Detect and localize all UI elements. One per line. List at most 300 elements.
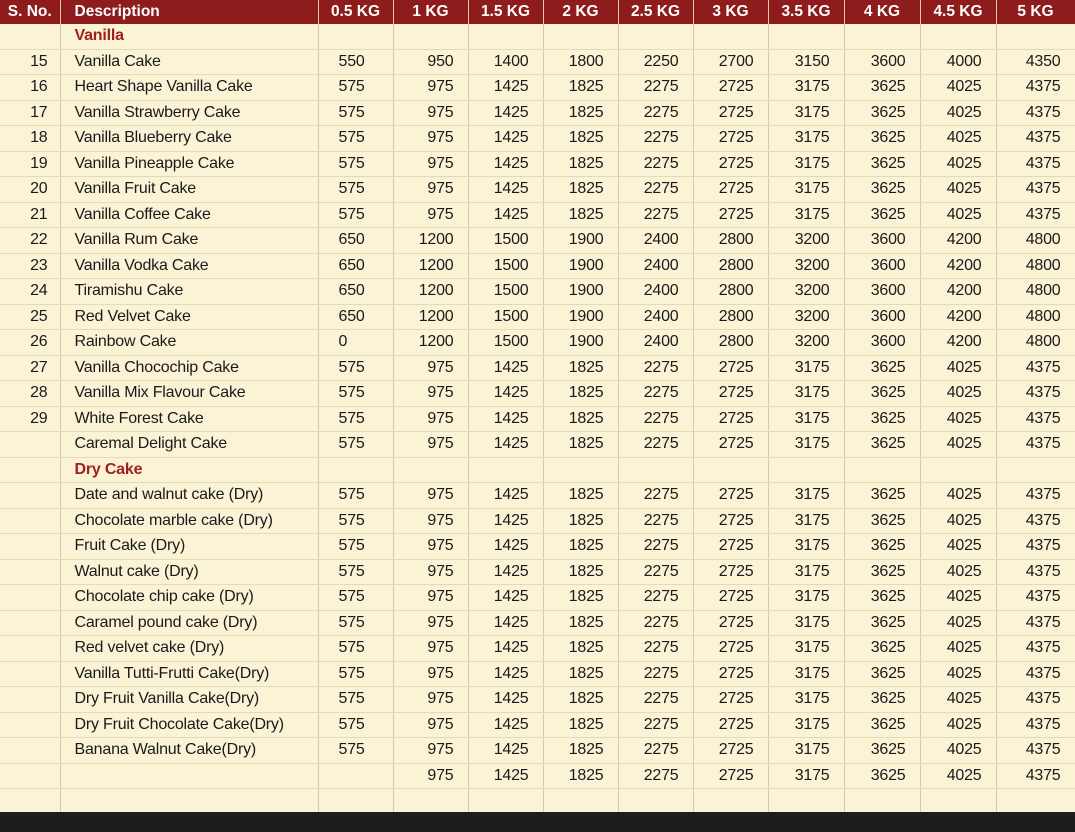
cake-name-cell: Date and walnut cake (Dry) <box>60 483 318 509</box>
price-cell: 975 <box>393 661 468 687</box>
price-cell: 575 <box>318 100 393 126</box>
cake-name-cell: Rainbow Cake <box>60 330 318 356</box>
header-weight: 2 KG <box>543 0 618 24</box>
price-cell: 3175 <box>768 559 844 585</box>
sno-cell <box>0 585 60 611</box>
price-cell: 575 <box>318 432 393 458</box>
header-sno: S. No. <box>0 0 60 24</box>
table-row <box>0 381 1075 407</box>
price-cell: 2800 <box>693 279 768 305</box>
price-cell: 1900 <box>543 228 618 254</box>
price-cell: 1425 <box>468 381 543 407</box>
header-weight: 5 KG <box>996 0 1075 24</box>
price-cell: 2725 <box>693 610 768 636</box>
table-row <box>0 661 1075 687</box>
price-cell: 3175 <box>768 126 844 152</box>
price-cell: 4200 <box>920 330 996 356</box>
price-cell: 4375 <box>996 687 1075 713</box>
price-cell: 975 <box>393 202 468 228</box>
price-cell: 3625 <box>844 75 920 101</box>
cake-name-cell: Chocolate chip cake (Dry) <box>60 585 318 611</box>
sno-cell <box>0 559 60 585</box>
price-cell <box>618 24 693 49</box>
cake-name-cell: Vanilla Cake <box>60 49 318 75</box>
price-cell: 975 <box>393 177 468 203</box>
price-cell: 1825 <box>543 763 618 789</box>
price-cell: 2275 <box>618 636 693 662</box>
price-cell: 2400 <box>618 330 693 356</box>
price-cell: 2275 <box>618 661 693 687</box>
table-row <box>0 432 1075 458</box>
header-weight: 2.5 KG <box>618 0 693 24</box>
table-row <box>0 712 1075 738</box>
price-cell: 575 <box>318 534 393 560</box>
price-cell <box>318 457 393 483</box>
price-cell: 2400 <box>618 253 693 279</box>
price-cell: 2275 <box>618 508 693 534</box>
table-row <box>0 355 1075 381</box>
price-cell: 4375 <box>996 738 1075 764</box>
sno-cell: 15 <box>0 49 60 75</box>
price-cell: 4375 <box>996 100 1075 126</box>
price-cell: 2725 <box>693 100 768 126</box>
price-cell: 3600 <box>844 330 920 356</box>
sno-cell: 27 <box>0 355 60 381</box>
price-cell: 1825 <box>543 508 618 534</box>
sno-cell: 19 <box>0 151 60 177</box>
price-cell: 2275 <box>618 610 693 636</box>
price-cell: 2275 <box>618 585 693 611</box>
price-cell: 1425 <box>468 712 543 738</box>
price-cell: 1825 <box>543 610 618 636</box>
price-cell <box>996 457 1075 483</box>
price-cell: 2725 <box>693 75 768 101</box>
price-cell: 975 <box>393 534 468 560</box>
price-cell: 975 <box>393 610 468 636</box>
price-cell: 4375 <box>996 75 1075 101</box>
price-cell: 4025 <box>920 483 996 509</box>
price-cell: 4375 <box>996 483 1075 509</box>
price-cell: 2275 <box>618 355 693 381</box>
price-cell: 4375 <box>996 585 1075 611</box>
price-cell: 4025 <box>920 636 996 662</box>
price-cell: 3625 <box>844 585 920 611</box>
price-cell <box>318 789 393 813</box>
price-cell: 575 <box>318 610 393 636</box>
price-cell: 4025 <box>920 585 996 611</box>
price-cell: 3175 <box>768 151 844 177</box>
price-cell: 2725 <box>693 381 768 407</box>
price-cell <box>618 789 693 813</box>
sno-cell: 21 <box>0 202 60 228</box>
price-cell: 3600 <box>844 49 920 75</box>
price-cell <box>693 457 768 483</box>
table-row <box>0 738 1075 764</box>
price-cell: 3175 <box>768 738 844 764</box>
price-cell: 2725 <box>693 151 768 177</box>
sno-cell: 22 <box>0 228 60 254</box>
price-cell: 575 <box>318 75 393 101</box>
cake-name-cell: Heart Shape Vanilla Cake <box>60 75 318 101</box>
price-cell: 2800 <box>693 304 768 330</box>
price-cell: 1425 <box>468 432 543 458</box>
cake-name-cell: Vanilla Strawberry Cake <box>60 100 318 126</box>
price-cell: 975 <box>393 406 468 432</box>
price-cell <box>468 457 543 483</box>
price-cell: 4025 <box>920 508 996 534</box>
price-cell <box>393 789 468 813</box>
price-cell: 3175 <box>768 100 844 126</box>
price-cell: 575 <box>318 202 393 228</box>
price-cell: 4025 <box>920 661 996 687</box>
price-cell: 3175 <box>768 432 844 458</box>
table-body <box>0 24 1075 812</box>
price-cell: 3625 <box>844 712 920 738</box>
price-cell: 4375 <box>996 126 1075 152</box>
price-cell: 3175 <box>768 483 844 509</box>
price-cell: 1425 <box>468 151 543 177</box>
cake-name-cell: Vanilla Rum Cake <box>60 228 318 254</box>
sno-cell <box>0 636 60 662</box>
price-cell: 1825 <box>543 406 618 432</box>
price-cell: 3625 <box>844 177 920 203</box>
section-row <box>0 457 1075 483</box>
cake-name-cell <box>60 763 318 789</box>
table-row <box>0 559 1075 585</box>
price-cell: 575 <box>318 177 393 203</box>
price-cell: 3175 <box>768 636 844 662</box>
sno-cell: 17 <box>0 100 60 126</box>
price-cell <box>693 789 768 813</box>
price-cell: 4375 <box>996 559 1075 585</box>
price-cell <box>393 457 468 483</box>
cake-name-cell: Vanilla Pineapple Cake <box>60 151 318 177</box>
price-cell: 4800 <box>996 253 1075 279</box>
price-cell: 2725 <box>693 661 768 687</box>
price-cell: 1825 <box>543 483 618 509</box>
table-row <box>0 49 1075 75</box>
price-cell: 575 <box>318 355 393 381</box>
price-cell: 2725 <box>693 126 768 152</box>
sno-cell: 26 <box>0 330 60 356</box>
price-cell: 2275 <box>618 763 693 789</box>
price-cell: 1825 <box>543 355 618 381</box>
price-cell: 1425 <box>468 636 543 662</box>
price-cell: 1425 <box>468 738 543 764</box>
cake-name-cell: Red velvet cake (Dry) <box>60 636 318 662</box>
price-cell: 2275 <box>618 126 693 152</box>
price-cell: 4200 <box>920 253 996 279</box>
price-cell: 3600 <box>844 304 920 330</box>
price-cell: 4025 <box>920 763 996 789</box>
price-cell: 1825 <box>543 738 618 764</box>
price-cell: 4375 <box>996 406 1075 432</box>
price-cell: 1500 <box>468 330 543 356</box>
price-cell: 4375 <box>996 712 1075 738</box>
price-cell: 1825 <box>543 585 618 611</box>
price-cell <box>768 457 844 483</box>
price-cell: 3600 <box>844 253 920 279</box>
price-cell: 1900 <box>543 330 618 356</box>
price-cell: 1500 <box>468 253 543 279</box>
price-cell: 4375 <box>996 202 1075 228</box>
price-cell: 1825 <box>543 126 618 152</box>
price-cell <box>543 789 618 813</box>
sno-cell <box>0 534 60 560</box>
price-cell: 3625 <box>844 355 920 381</box>
price-cell: 4025 <box>920 126 996 152</box>
cake-name-cell: Red Velvet Cake <box>60 304 318 330</box>
price-cell: 4375 <box>996 177 1075 203</box>
price-cell: 975 <box>393 712 468 738</box>
price-cell <box>318 763 393 789</box>
price-cell: 4025 <box>920 610 996 636</box>
price-cell <box>468 24 543 49</box>
price-cell: 3175 <box>768 381 844 407</box>
price-cell <box>768 24 844 49</box>
price-cell <box>844 789 920 813</box>
price-cell: 2275 <box>618 177 693 203</box>
table-row <box>0 585 1075 611</box>
price-cell: 4025 <box>920 75 996 101</box>
price-cell: 1425 <box>468 559 543 585</box>
price-cell: 575 <box>318 126 393 152</box>
price-cell: 975 <box>393 559 468 585</box>
cake-name-cell: Caramel pound cake (Dry) <box>60 610 318 636</box>
price-cell: 975 <box>393 126 468 152</box>
price-cell: 1825 <box>543 534 618 560</box>
table-row <box>0 304 1075 330</box>
price-cell: 1825 <box>543 100 618 126</box>
price-cell: 1500 <box>468 228 543 254</box>
header-weight: 1 KG <box>393 0 468 24</box>
price-cell: 1425 <box>468 100 543 126</box>
price-cell: 3625 <box>844 100 920 126</box>
table-row <box>0 228 1075 254</box>
price-cell: 2725 <box>693 559 768 585</box>
table-row <box>0 126 1075 152</box>
header-row <box>0 0 1075 24</box>
price-cell: 4375 <box>996 610 1075 636</box>
price-cell: 650 <box>318 228 393 254</box>
price-cell: 2800 <box>693 253 768 279</box>
price-cell: 3200 <box>768 279 844 305</box>
price-cell: 975 <box>393 585 468 611</box>
price-cell: 3625 <box>844 151 920 177</box>
price-cell: 1825 <box>543 636 618 662</box>
price-cell: 3625 <box>844 126 920 152</box>
price-cell: 1500 <box>468 304 543 330</box>
price-cell: 975 <box>393 151 468 177</box>
price-cell: 3175 <box>768 661 844 687</box>
sno-cell <box>0 687 60 713</box>
table-row <box>0 279 1075 305</box>
price-cell: 2275 <box>618 75 693 101</box>
price-cell: 1425 <box>468 687 543 713</box>
price-cell <box>618 457 693 483</box>
price-cell: 1200 <box>393 304 468 330</box>
price-cell: 4025 <box>920 355 996 381</box>
price-cell: 2700 <box>693 49 768 75</box>
price-cell <box>920 789 996 813</box>
price-cell: 1400 <box>468 49 543 75</box>
price-cell: 2400 <box>618 304 693 330</box>
section-title: Vanilla <box>60 24 318 49</box>
price-cell: 2400 <box>618 228 693 254</box>
price-cell: 4375 <box>996 355 1075 381</box>
price-cell: 4025 <box>920 381 996 407</box>
price-cell: 4800 <box>996 228 1075 254</box>
cake-name-cell: Tiramishu Cake <box>60 279 318 305</box>
price-cell: 3625 <box>844 687 920 713</box>
price-cell: 3625 <box>844 610 920 636</box>
price-cell: 1825 <box>543 177 618 203</box>
price-cell: 4375 <box>996 432 1075 458</box>
price-cell: 3625 <box>844 661 920 687</box>
price-cell: 2725 <box>693 355 768 381</box>
price-cell: 3625 <box>844 202 920 228</box>
cake-name-cell: Caremal Delight Cake <box>60 432 318 458</box>
header-weight: 1.5 KG <box>468 0 543 24</box>
price-cell: 2725 <box>693 534 768 560</box>
table-row <box>0 330 1075 356</box>
price-cell: 1825 <box>543 202 618 228</box>
cake-name-cell: Dry Fruit Vanilla Cake(Dry) <box>60 687 318 713</box>
price-cell: 975 <box>393 738 468 764</box>
price-cell: 3175 <box>768 763 844 789</box>
price-cell: 2275 <box>618 151 693 177</box>
cake-name-cell: Banana Walnut Cake(Dry) <box>60 738 318 764</box>
price-cell: 2725 <box>693 202 768 228</box>
price-cell <box>844 457 920 483</box>
table-row <box>0 406 1075 432</box>
table-row <box>0 253 1075 279</box>
table-row <box>0 610 1075 636</box>
sno-cell: 20 <box>0 177 60 203</box>
price-cell: 1825 <box>543 151 618 177</box>
price-cell: 1425 <box>468 75 543 101</box>
header-description: Description <box>60 0 318 24</box>
price-cell: 2725 <box>693 738 768 764</box>
price-cell: 4375 <box>996 661 1075 687</box>
price-cell: 3150 <box>768 49 844 75</box>
sno-cell: 28 <box>0 381 60 407</box>
table-row <box>0 202 1075 228</box>
price-cell: 575 <box>318 712 393 738</box>
cake-name-cell: Vanilla Blueberry Cake <box>60 126 318 152</box>
price-cell: 575 <box>318 559 393 585</box>
price-cell: 4000 <box>920 49 996 75</box>
price-cell: 1200 <box>393 279 468 305</box>
price-cell: 3175 <box>768 687 844 713</box>
price-cell: 1825 <box>543 381 618 407</box>
price-cell: 4025 <box>920 151 996 177</box>
price-cell: 2800 <box>693 228 768 254</box>
sno-cell: 16 <box>0 75 60 101</box>
table-row <box>0 151 1075 177</box>
section-row <box>0 24 1075 49</box>
price-cell: 1900 <box>543 279 618 305</box>
price-cell: 2725 <box>693 712 768 738</box>
price-cell: 3600 <box>844 228 920 254</box>
table-row <box>0 100 1075 126</box>
price-cell: 1425 <box>468 483 543 509</box>
price-cell: 3625 <box>844 406 920 432</box>
price-cell: 1425 <box>468 610 543 636</box>
price-cell: 1500 <box>468 279 543 305</box>
price-cell: 575 <box>318 636 393 662</box>
table-row <box>0 789 1075 813</box>
price-cell: 4375 <box>996 381 1075 407</box>
price-cell: 3175 <box>768 355 844 381</box>
price-cell: 2725 <box>693 585 768 611</box>
price-cell: 2725 <box>693 508 768 534</box>
price-cell: 2725 <box>693 432 768 458</box>
price-cell: 1825 <box>543 559 618 585</box>
sno-cell: 18 <box>0 126 60 152</box>
price-cell: 1200 <box>393 228 468 254</box>
table-row <box>0 763 1075 789</box>
price-cell: 2725 <box>693 406 768 432</box>
price-cell: 1425 <box>468 126 543 152</box>
price-cell: 0 <box>318 330 393 356</box>
cake-name-cell: Vanilla Vodka Cake <box>60 253 318 279</box>
sno-cell: 23 <box>0 253 60 279</box>
cake-name-cell: Vanilla Chocochip Cake <box>60 355 318 381</box>
price-cell: 3175 <box>768 508 844 534</box>
price-cell: 550 <box>318 49 393 75</box>
price-cell: 650 <box>318 279 393 305</box>
header-weight: 4 KG <box>844 0 920 24</box>
header-weight: 3 KG <box>693 0 768 24</box>
price-cell <box>920 457 996 483</box>
sno-cell <box>0 763 60 789</box>
price-cell: 1425 <box>468 534 543 560</box>
price-cell: 4375 <box>996 636 1075 662</box>
sno-cell <box>0 508 60 534</box>
table-row <box>0 534 1075 560</box>
price-cell: 3200 <box>768 228 844 254</box>
price-cell <box>693 24 768 49</box>
price-cell: 4350 <box>996 49 1075 75</box>
price-cell: 3625 <box>844 534 920 560</box>
price-cell: 2275 <box>618 202 693 228</box>
price-cell: 975 <box>393 75 468 101</box>
price-cell: 575 <box>318 483 393 509</box>
price-cell <box>996 24 1075 49</box>
cake-name-cell: Walnut cake (Dry) <box>60 559 318 585</box>
price-cell: 2275 <box>618 534 693 560</box>
sno-cell <box>0 432 60 458</box>
price-cell: 1425 <box>468 508 543 534</box>
price-cell: 3625 <box>844 636 920 662</box>
price-cell: 3175 <box>768 406 844 432</box>
sno-cell <box>0 789 60 813</box>
price-cell: 4025 <box>920 432 996 458</box>
price-cell: 1825 <box>543 712 618 738</box>
price-cell: 3625 <box>844 381 920 407</box>
price-cell: 4375 <box>996 151 1075 177</box>
table-row <box>0 75 1075 101</box>
price-cell: 1200 <box>393 330 468 356</box>
price-cell: 4375 <box>996 534 1075 560</box>
sno-cell <box>0 483 60 509</box>
price-cell: 4025 <box>920 559 996 585</box>
price-cell: 4200 <box>920 279 996 305</box>
price-cell: 3625 <box>844 559 920 585</box>
cake-name-cell <box>60 789 318 813</box>
table-row <box>0 508 1075 534</box>
